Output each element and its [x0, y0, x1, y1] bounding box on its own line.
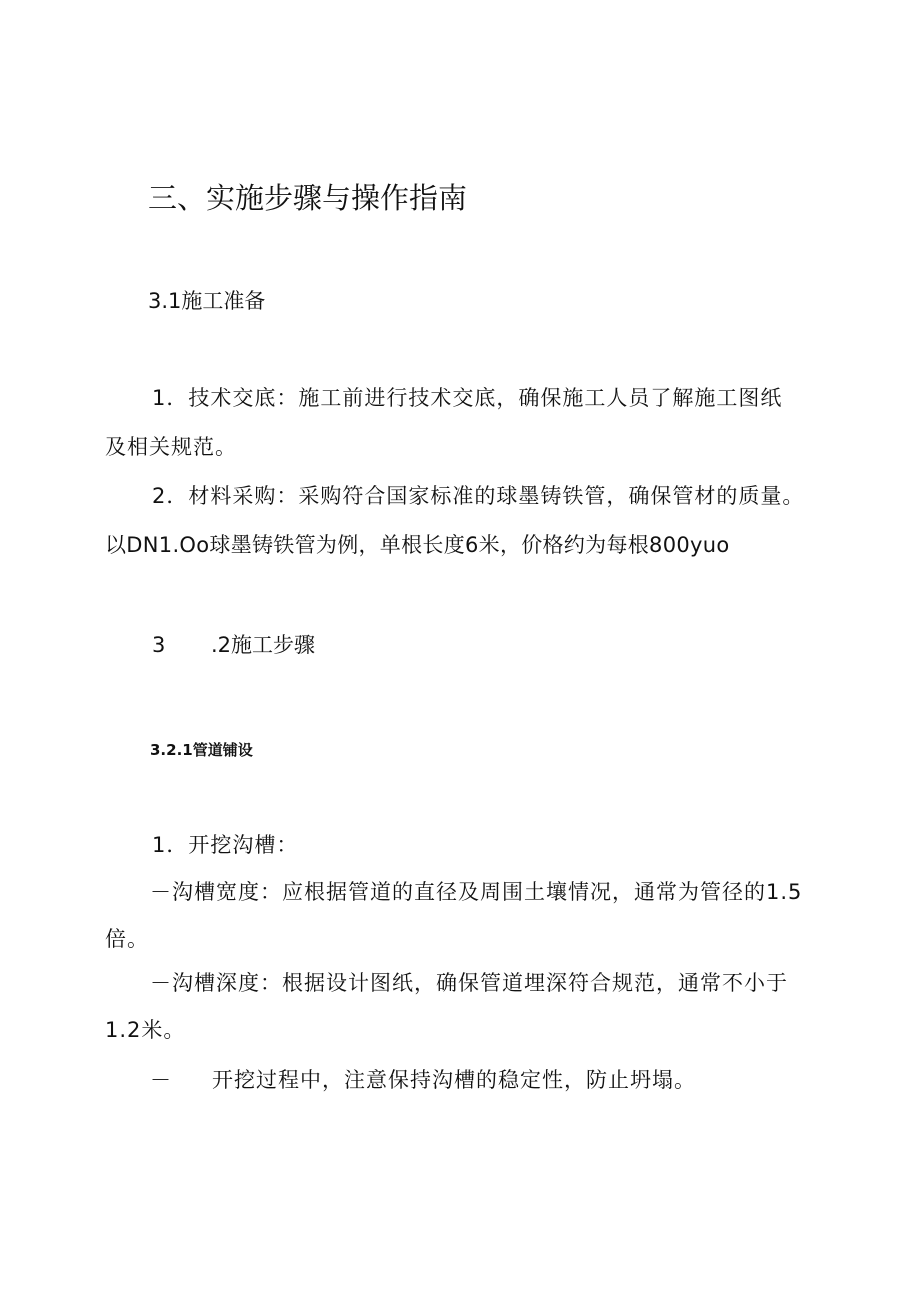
- heading-3-1: 3.1施工准备: [148, 289, 266, 313]
- heading-3-2-1: 3.2.1管道铺设: [150, 741, 253, 759]
- list-item-trench-excavation: 1．开挖沟槽：: [152, 833, 299, 857]
- paragraph-material-purchase-line2: 以DN1.Oo球墨铸铁管为例，单根长度6米，价格约为每根800yuo: [105, 533, 730, 557]
- bullet-trench-depth-line2: 1.2米。: [105, 1018, 186, 1042]
- bullet-dash: －: [150, 1068, 172, 1092]
- bullet-trench-width-line1: －沟槽宽度：应根据管道的直径及周围土壤情况，通常为管径的1.5: [150, 880, 803, 904]
- heading-3-2: [152, 629, 315, 659]
- paragraph-tech-briefing-line1: 1．技术交底：施工前进行技术交底，确保施工人员了解施工图纸: [152, 386, 783, 410]
- heading-3-2-number: 3: [152, 633, 166, 657]
- paragraph-material-purchase-line1: 2．材料采购：采购符合国家标准的球墨铸铁管，确保管材的质量。: [152, 484, 805, 508]
- bullet-trench-depth-line1: －沟槽深度：根据设计图纸，确保管道埋深符合规范，通常不小于: [150, 971, 788, 995]
- bullet-trench-width-line2: 倍。: [105, 927, 149, 951]
- heading-3-2-text: .2施工步骤: [211, 633, 316, 657]
- bullet-excavation-stability-text: 开挖过程中，注意保持沟槽的稳定性，防止坍塌。: [212, 1068, 696, 1092]
- paragraph-tech-briefing-line2: 及相关规范。: [105, 435, 237, 459]
- section-title: 三、实施步骤与操作指南: [148, 181, 468, 215]
- bullet-excavation-stability: [150, 1064, 696, 1094]
